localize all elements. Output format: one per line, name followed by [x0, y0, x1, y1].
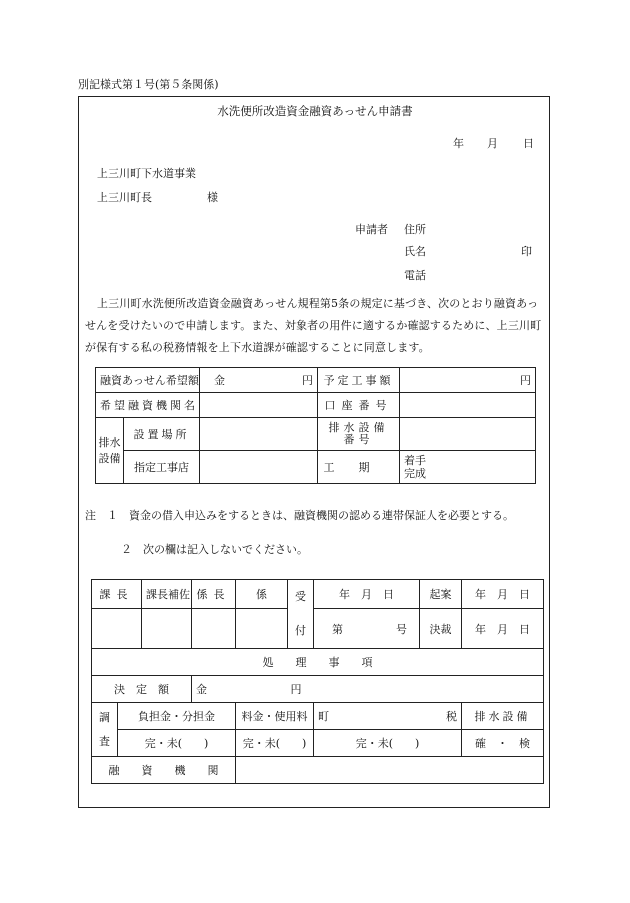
decided-yen-suffix: 円	[290, 683, 302, 696]
decided-amount-field[interactable]	[192, 676, 544, 703]
application-form	[78, 96, 550, 808]
drainage-confirm[interactable]: 確 ・ 検	[462, 730, 544, 757]
burden-status[interactable]: 完・未( )	[118, 730, 236, 757]
survey-label-line2: 査	[99, 734, 110, 748]
deputy-seal-cell[interactable]	[142, 609, 192, 649]
install-location-label: 設置場所	[124, 418, 200, 451]
drainage-check-label: 排水設備	[462, 703, 544, 730]
drainage-number-field[interactable]	[400, 418, 536, 451]
note-2-text: 次の欄は記入しないでください。	[143, 543, 308, 556]
loan-amount-label: 融資あっせん希望額	[96, 368, 200, 393]
subchief-seal-cell[interactable]	[192, 609, 236, 649]
applicant-label: 申請者	[355, 223, 388, 236]
desired-bank-field[interactable]	[200, 393, 318, 418]
drainage-number-label-line1: 排水設備	[328, 421, 389, 434]
processing-header: 処 理 事 項	[92, 649, 544, 676]
draft-label: 起案	[420, 580, 462, 609]
date-day: 日	[523, 137, 534, 150]
office-use-table	[91, 579, 544, 784]
drainage-number-label	[318, 418, 400, 451]
construction-period-label: 工期	[318, 451, 400, 484]
bank-label: 融 資 機 関	[92, 757, 236, 784]
town-label: 町	[318, 710, 329, 723]
form-number-note: 別記様式第１号(第５条関係)	[78, 78, 219, 91]
yen-prefix: 金	[214, 374, 226, 387]
construction-period-field[interactable]	[400, 451, 536, 484]
drainage-number-label-line2: 番号	[343, 433, 374, 446]
survey-label	[92, 703, 118, 757]
form-title: 水洗便所改造資金融資あっせん申請書	[217, 104, 413, 118]
burden-label: 負担金・分担金	[118, 703, 236, 730]
drainage-label: 排水設備	[96, 418, 124, 484]
fee-status[interactable]: 完・未( )	[236, 730, 314, 757]
receipt-label-line2: 付	[295, 624, 306, 637]
note-2	[121, 541, 308, 557]
tax-status[interactable]: 完・未( )	[314, 730, 462, 757]
addressee-line-2: 上三川町長 様	[97, 191, 218, 204]
approval-label: 決裁	[420, 609, 462, 649]
name-label: 氏名	[404, 245, 426, 258]
designated-contractor-field[interactable]	[200, 451, 318, 484]
draft-date: 年 月 日	[462, 580, 544, 609]
decided-amount-label: 決 定 額	[92, 676, 192, 703]
install-location-field[interactable]	[200, 418, 318, 451]
receipt-number	[314, 609, 420, 649]
seal-label: 印	[521, 245, 532, 258]
note-1-text: 資金の借入申込みをするときは、融資機関の認める連帯保証人を必要とする。	[129, 509, 514, 522]
yen-suffix: 円	[302, 374, 314, 387]
phone-label: 電話	[404, 269, 426, 282]
planned-cost-unit: 円	[520, 374, 532, 387]
tax-label: 税	[446, 710, 457, 723]
decided-yen-prefix: 金	[196, 683, 207, 696]
date-month: 月	[487, 137, 498, 150]
receipt-number-suffix: 号	[396, 622, 407, 636]
account-number-field[interactable]	[400, 393, 536, 418]
note-1	[85, 507, 514, 523]
planned-cost-label: 予定工事額	[318, 368, 400, 393]
chief-label: 課長	[92, 580, 142, 609]
deputy-label: 課長補佐	[142, 580, 192, 609]
receipt-date: 年 月 日	[314, 580, 420, 609]
start-label: 着手	[404, 454, 427, 467]
receipt-label	[288, 580, 314, 649]
designated-contractor-label: 指定工事店	[124, 451, 200, 484]
receipt-label-line1: 受	[295, 590, 306, 603]
desired-bank-label: 希望融資機関名	[96, 393, 200, 418]
subchief-label: 係長	[192, 580, 236, 609]
declaration-text: 上三川町水洗便所改造資金融資あっせん規程第5条の規定に基づき、次のとおり融資あっせんを受けたいので申請します。また、対象者の用件に適するか確認するために、上三川町が保有する私の税務情報を上下水道課が確認することに同意します。	[85, 297, 542, 354]
bank-field[interactable]	[236, 757, 544, 784]
town-tax-label	[314, 703, 462, 730]
date-year: 年	[453, 137, 464, 150]
approval-date: 年 月 日	[462, 609, 544, 649]
account-number-label: 口座番号	[318, 393, 400, 418]
staff-label: 係	[236, 580, 288, 609]
note-prefix: 注 １	[85, 509, 118, 522]
complete-label: 完成	[404, 467, 427, 480]
staff-seal-cell[interactable]	[236, 609, 288, 649]
fee-label: 料金・使用料	[236, 703, 314, 730]
receipt-number-prefix: 第	[332, 622, 343, 636]
note-2-number: ２	[121, 543, 132, 556]
addressee-line-1: 上三川町下水道事業	[97, 167, 196, 180]
loan-amount-field[interactable]	[200, 368, 318, 393]
chief-seal-cell[interactable]	[92, 609, 142, 649]
survey-label-line1: 調	[99, 710, 110, 724]
address-label: 住所	[404, 223, 426, 236]
application-details-table	[95, 367, 536, 484]
planned-cost-field[interactable]	[400, 368, 536, 393]
